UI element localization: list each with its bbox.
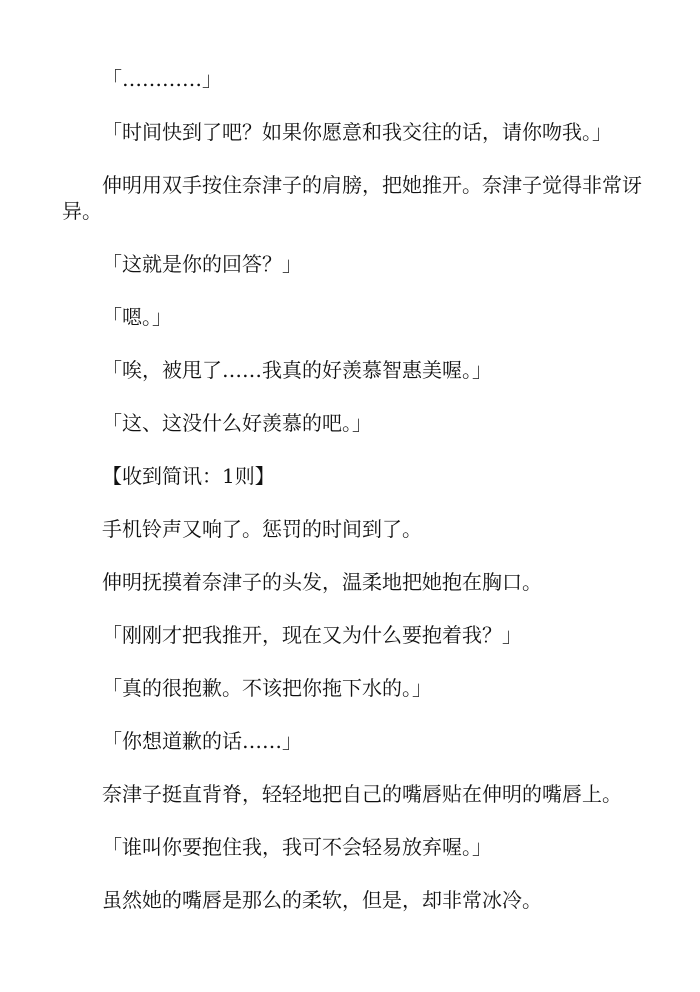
paragraph: 「真的很抱歉。不该把你拖下水的。」 <box>102 676 432 700</box>
paragraph: 手机铃声又响了。惩罚的时间到了。 <box>102 517 422 541</box>
paragraph: 「这、这没什么好羡慕的吧。」 <box>102 411 372 435</box>
paragraph: 「时间快到了吧？如果你愿意和我交往的话，请你吻我。」 <box>102 120 612 144</box>
paragraph: 「刚刚才把我推开，现在又为什么要抱着我？」 <box>102 623 522 647</box>
paragraph: 「嗯。」 <box>102 305 172 329</box>
paragraph: 「唉，被甩了……我真的好羡慕智惠美喔。」 <box>102 358 492 382</box>
paragraph: 奈津子挺直背脊，轻轻地把自己的嘴唇贴在伸明的嘴唇上。 <box>102 782 622 806</box>
document-page <box>62 66 642 913</box>
paragraph: 虽然她的嘴唇是那么的柔软，但是，却非常冰冷。 <box>102 888 542 912</box>
paragraph: 伸明用双手按住奈津子的肩膀，把她推开。奈津子觉得非常讶异。 <box>62 173 642 223</box>
paragraph: 伸明抚摸着奈津子的头发，温柔地把她抱在胸口。 <box>102 570 542 594</box>
paragraph: 「你想道歉的话……」 <box>102 729 302 753</box>
paragraph: 「…………」 <box>102 67 222 91</box>
paragraph: 【收到简讯：1则】 <box>102 464 275 488</box>
paragraph: 「谁叫你要抱住我，我可不会轻易放弃喔。」 <box>102 835 492 859</box>
paragraph: 「这就是你的回答？」 <box>102 252 302 276</box>
